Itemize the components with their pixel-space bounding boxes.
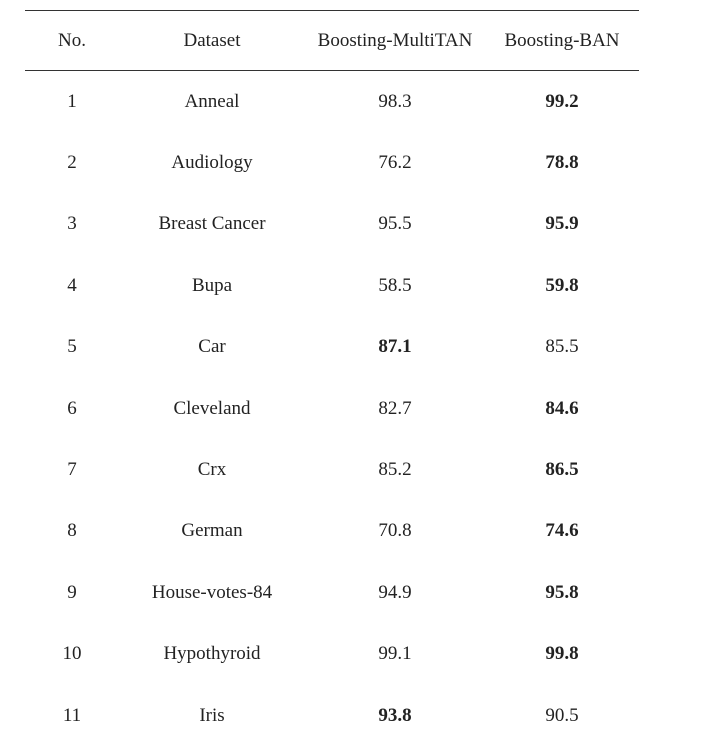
table-row <box>25 317 639 378</box>
boosting-ban-cell: 99.8 <box>485 624 639 685</box>
table-header <box>25 11 639 71</box>
dataset-name-cell: Cleveland <box>119 378 305 439</box>
boosting-ban-cell: 85.5 <box>485 317 639 378</box>
dataset-name-cell: Bupa <box>119 255 305 316</box>
row-number-cell: 6 <box>25 378 119 439</box>
header-boosting-ban: Boosting-BAN <box>485 11 639 71</box>
dataset-name-cell: Audiology <box>119 132 305 193</box>
table-row <box>25 71 639 133</box>
boosting-multitan-cell: 82.7 <box>305 378 485 439</box>
boosting-multitan-cell: 99.1 <box>305 624 485 685</box>
header-dataset: Dataset <box>119 11 305 71</box>
boosting-ban-cell: 90.5 <box>485 685 639 746</box>
dataset-name-cell: German <box>119 501 305 562</box>
dataset-name-cell: Hypothyroid <box>119 624 305 685</box>
boosting-multitan-cell: 85.2 <box>305 439 485 500</box>
dataset-name-cell: Anneal <box>119 71 305 133</box>
boosting-multitan-cell: 70.8 <box>305 501 485 562</box>
boosting-ban-cell: 95.9 <box>485 194 639 255</box>
row-number-cell: 10 <box>25 624 119 685</box>
table-row <box>25 439 639 500</box>
dataset-name-cell: Car <box>119 317 305 378</box>
dataset-name-cell: House-votes-84 <box>119 562 305 623</box>
results-table-container <box>25 10 639 746</box>
table-row <box>25 501 639 562</box>
boosting-ban-cell: 74.6 <box>485 501 639 562</box>
boosting-ban-cell: 59.8 <box>485 255 639 316</box>
boosting-ban-cell: 86.5 <box>485 439 639 500</box>
table-row <box>25 685 639 746</box>
table-body <box>25 71 639 746</box>
row-number-cell: 5 <box>25 317 119 378</box>
header-boosting-multitan: Boosting-MultiTAN <box>305 11 485 71</box>
boosting-multitan-cell: 93.8 <box>305 685 485 746</box>
row-number-cell: 1 <box>25 71 119 133</box>
boosting-multitan-cell: 98.3 <box>305 71 485 133</box>
boosting-multitan-cell: 95.5 <box>305 194 485 255</box>
dataset-name-cell: Iris <box>119 685 305 746</box>
row-number-cell: 11 <box>25 685 119 746</box>
row-number-cell: 2 <box>25 132 119 193</box>
header-no: No. <box>25 11 119 71</box>
row-number-cell: 4 <box>25 255 119 316</box>
boosting-ban-cell: 78.8 <box>485 132 639 193</box>
dataset-name-cell: Crx <box>119 439 305 500</box>
row-number-cell: 7 <box>25 439 119 500</box>
table-row <box>25 624 639 685</box>
boosting-multitan-cell: 87.1 <box>305 317 485 378</box>
results-table <box>25 10 639 746</box>
table-row <box>25 194 639 255</box>
boosting-multitan-cell: 76.2 <box>305 132 485 193</box>
table-row <box>25 132 639 193</box>
boosting-multitan-cell: 94.9 <box>305 562 485 623</box>
table-row <box>25 255 639 316</box>
row-number-cell: 9 <box>25 562 119 623</box>
boosting-ban-cell: 95.8 <box>485 562 639 623</box>
dataset-name-cell: Breast Cancer <box>119 194 305 255</box>
table-row <box>25 378 639 439</box>
boosting-ban-cell: 99.2 <box>485 71 639 133</box>
boosting-ban-cell: 84.6 <box>485 378 639 439</box>
header-row <box>25 11 639 71</box>
row-number-cell: 3 <box>25 194 119 255</box>
table-row <box>25 562 639 623</box>
row-number-cell: 8 <box>25 501 119 562</box>
boosting-multitan-cell: 58.5 <box>305 255 485 316</box>
